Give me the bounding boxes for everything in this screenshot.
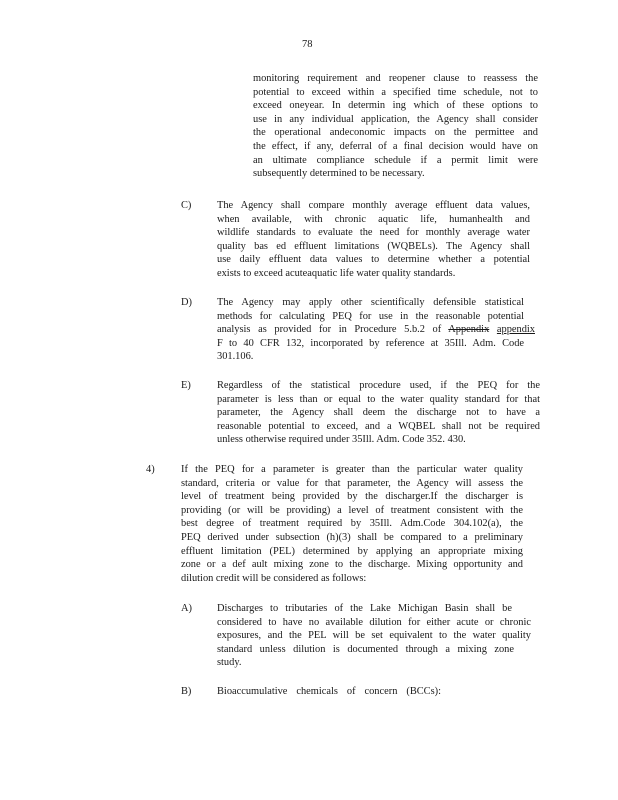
text-line: the operational andeconomic impacts on the permittee and: [253, 127, 538, 139]
text-line: an ultimate compliance schedule if a permit limit were: [253, 154, 538, 166]
text-line: best degree of treatment required by 35Ill. Adm.Code 304.102(a), the: [181, 518, 523, 530]
text-line: potential to exceed within a specified time schedule, not to: [253, 86, 538, 98]
text-line: Discharges to tributaries of the Lake Michigan Basin shall be: [217, 603, 512, 614]
text-line: use daily effluent data values to determine whether a potential: [217, 254, 530, 266]
item-c-paragraph: [217, 199, 530, 281]
item-d-label: D): [181, 297, 192, 308]
item-e-label: E): [181, 380, 191, 391]
text-line: effluent limitation (PEL) determined by applying an appropriate mixing: [181, 545, 523, 557]
deleted-text: Appendix: [448, 324, 490, 336]
text-line: reasonable potential to exceed, and a WQBEL shall not be required: [217, 420, 540, 432]
text-line: parameter, the Agency shall deem the discharge not to have a: [217, 407, 540, 419]
text-line: quality bas ed effluent limitations (WQBELs). The Agency shall: [217, 240, 530, 252]
text-line: The Agency shall compare monthly average effluent data values,: [217, 200, 530, 211]
item-4-label: 4): [146, 464, 155, 475]
text-line: standard unless dilution is documented through a mixing zone: [217, 643, 514, 655]
text-line: the effect, if any, deferral of a final decision would have on: [253, 140, 538, 152]
item-e-paragraph: [217, 379, 540, 447]
text-line: If the PEQ for a parameter is greater than the particular water quality: [181, 464, 523, 475]
text-line: when available, with chronic aquatic life, humanhealth and: [217, 213, 530, 225]
text-line: use in any individual application, the Agency shall consider: [253, 113, 538, 125]
text-line: 301.106.: [217, 351, 254, 363]
text-line: level of treatment being provided by the discharger.If the discharger is: [181, 491, 523, 503]
item-c-label: C): [181, 200, 192, 211]
item-d-paragraph: [217, 296, 535, 364]
text-line: subsequently determined to be necessary.: [253, 168, 425, 180]
text-line: unless otherwise required under 35Ill. Adm. Code 352. 430.: [217, 434, 466, 446]
text-line: wildlife standards to evaluate the need for monthly average water: [217, 227, 530, 239]
item-4-paragraph: [181, 463, 523, 585]
text-line: monitoring requirement and reopener clause to reassess the: [253, 73, 538, 84]
text-line: [217, 323, 535, 337]
item-4a-label: A): [181, 603, 192, 614]
continuation-paragraph: [253, 72, 538, 181]
item-4a-paragraph: [217, 602, 531, 670]
text-line: study.: [217, 657, 242, 669]
text-line: dilution credit will be considered as follows:: [181, 572, 367, 584]
text-line: providing (or will be providing) a level of treatment consistent with the: [181, 504, 523, 516]
text-line: standard, criteria or value for that parameter, the Agency will assess the: [181, 477, 523, 489]
text-line: F to 40 CFR 132, incorporated by reference at 35Ill. Adm. Code: [217, 337, 524, 349]
text-line: parameter is less than or equal to the water quality standard for that: [217, 393, 540, 405]
text-line: Bioaccumulative chemicals of concern (BCCs):: [217, 686, 441, 697]
item-4b-paragraph: [217, 685, 441, 699]
text-line: The Agency may apply other scientifically defensible statistical: [217, 297, 524, 308]
text-line: exceed oneyear. In determin ing which of these options to: [253, 100, 538, 112]
page-number: 78: [302, 39, 313, 50]
text-line: exists to exceed acuteaquatic life water quality standards.: [217, 267, 456, 279]
text-line: PEQ derived under subsection (h)(3) shall be compared to a preliminary: [181, 531, 523, 543]
item-4b-label: B): [181, 686, 192, 697]
line-start: analysis as provided for in Procedure 5.b.2 of: [217, 324, 442, 336]
text-line: considered to have no available dilution for either acute or chronic: [217, 616, 531, 628]
text-line: methods for calculating PEQ for use in the reasonable potential: [217, 310, 524, 322]
inserted-text: appendix: [496, 324, 535, 336]
text-line: zone or a def ault mixing zone to the discharge. Mixing opportunity and: [181, 559, 523, 571]
text-line: exposures, and the PEL will be set equivalent to the water quality: [217, 630, 531, 642]
text-line: Regardless of the statistical procedure used, if the PEQ for the: [217, 380, 540, 391]
